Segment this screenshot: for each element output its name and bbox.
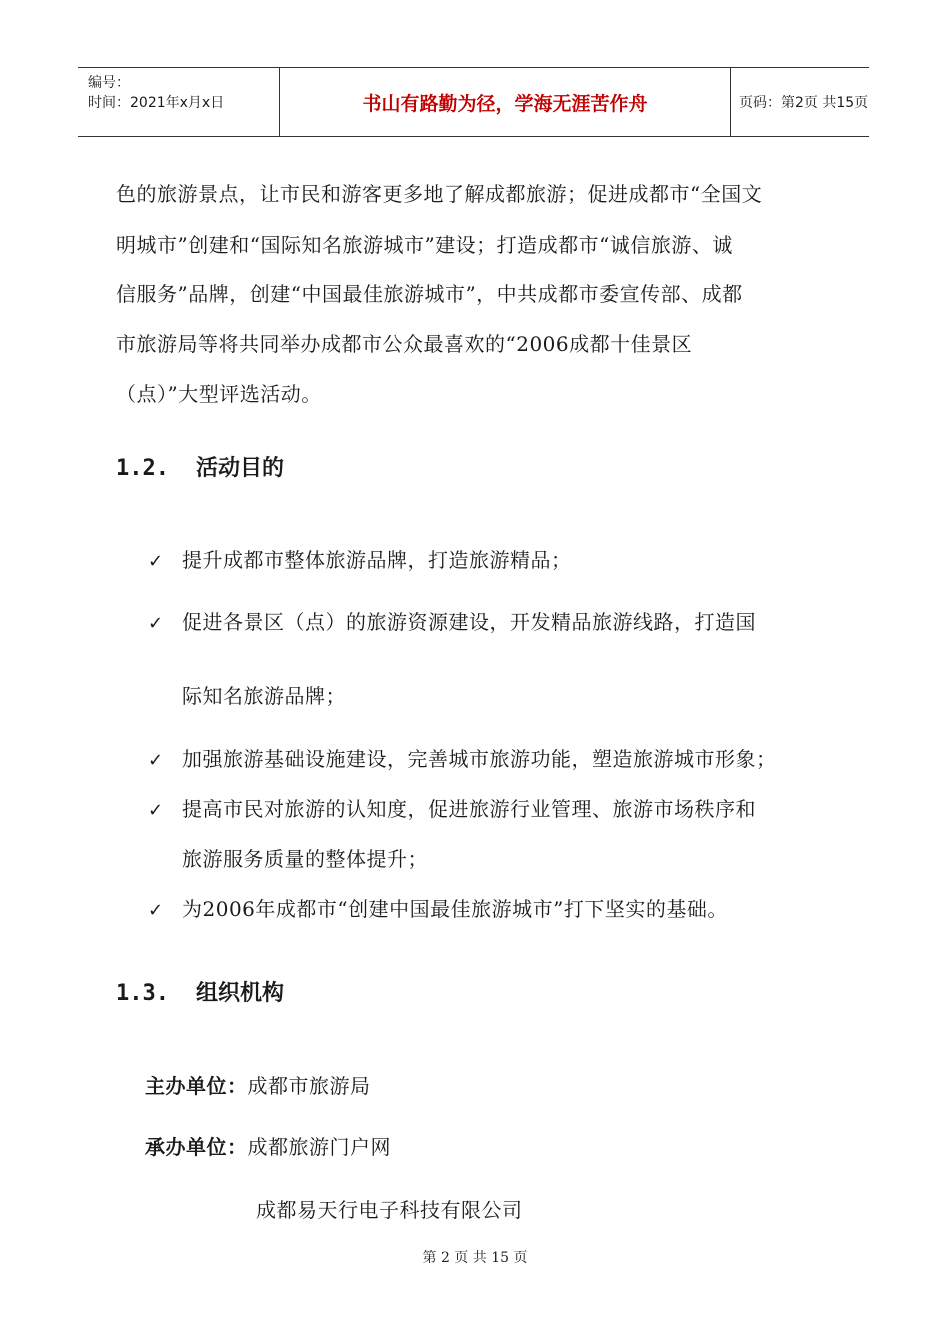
intro-line-4: 市旅游局等将共同举办成都市公众最喜欢的“2006成都十佳景区 bbox=[116, 332, 693, 356]
goal-text: 提升成都市整体旅游品牌，打造旅游精品； bbox=[182, 548, 572, 572]
host-value: 成都市旅游局 bbox=[247, 1074, 371, 1098]
checkmark-icon: ✓ bbox=[148, 800, 164, 821]
goal-item-4 bbox=[148, 793, 756, 822]
goal-item-2-continued: 际知名旅游品牌； bbox=[182, 684, 346, 708]
intro-line-3: 信服务”品牌，创建“中国最佳旅游城市”，中共成都市委宣传部、成都 bbox=[116, 282, 743, 306]
goal-text: 为2006年成都市“创建中国最佳旅游城市”打下坚实的基础。 bbox=[182, 897, 728, 921]
host-row bbox=[145, 1070, 371, 1099]
checkmark-icon: ✓ bbox=[148, 613, 164, 634]
goal-text: 加强旅游基础设施建设，完善城市旅游功能，塑造旅游城市形象； bbox=[182, 747, 777, 771]
page-footer: 第 2 页 共 15 页 bbox=[422, 1250, 528, 1266]
goal-text: 提高市民对旅游的认知度，促进旅游行业管理、旅游市场秩序和 bbox=[182, 797, 756, 821]
checkmark-icon: ✓ bbox=[148, 551, 164, 572]
section-number: 1.2. bbox=[116, 456, 169, 481]
section-heading-goals bbox=[116, 451, 284, 482]
section-number: 1.3. bbox=[116, 981, 169, 1006]
doc-number-label: 编号： bbox=[88, 75, 130, 91]
organizer-row bbox=[145, 1131, 391, 1160]
goal-text: 促进各景区（点）的旅游资源建设，开发精品旅游线路，打造国 bbox=[182, 610, 756, 634]
organizer-label: 承办单位： bbox=[145, 1135, 248, 1159]
goal-item-4-continued: 旅游服务质量的整体提升； bbox=[182, 847, 428, 871]
section-title: 组织机构 bbox=[196, 980, 285, 1006]
intro-line-5: （点）”大型评选活动。 bbox=[116, 382, 322, 406]
section-title: 活动目的 bbox=[196, 455, 285, 481]
header-page-code: 页码：第2页 共15页 bbox=[739, 95, 869, 111]
header-motto: 书山有路勤为径，学海无涯苦作舟 bbox=[280, 68, 731, 136]
intro-line-2: 明城市”创建和“国际知名旅游城市”建设；打造成都市“诚信旅游、诚 bbox=[116, 233, 733, 257]
header-table bbox=[78, 67, 869, 137]
checkmark-icon: ✓ bbox=[148, 900, 164, 921]
section-heading-organization bbox=[116, 976, 284, 1007]
organizer-value: 成都旅游门户网 bbox=[247, 1135, 391, 1159]
goal-item-2 bbox=[148, 606, 756, 635]
host-label: 主办单位： bbox=[145, 1074, 248, 1098]
organizer-value-2: 成都易天行电子科技有限公司 bbox=[256, 1198, 523, 1222]
checkmark-icon: ✓ bbox=[148, 750, 164, 771]
goal-item-1 bbox=[148, 544, 572, 573]
goal-item-5 bbox=[148, 893, 728, 922]
intro-line-1: 色的旅游景点，让市民和游客更多地了解成都旅游；促进成都市“全国文 bbox=[116, 182, 763, 206]
goal-item-3 bbox=[148, 743, 777, 772]
doc-time-label: 时间：2021年x月x日 bbox=[88, 95, 225, 111]
header-meta-cell bbox=[78, 68, 280, 136]
